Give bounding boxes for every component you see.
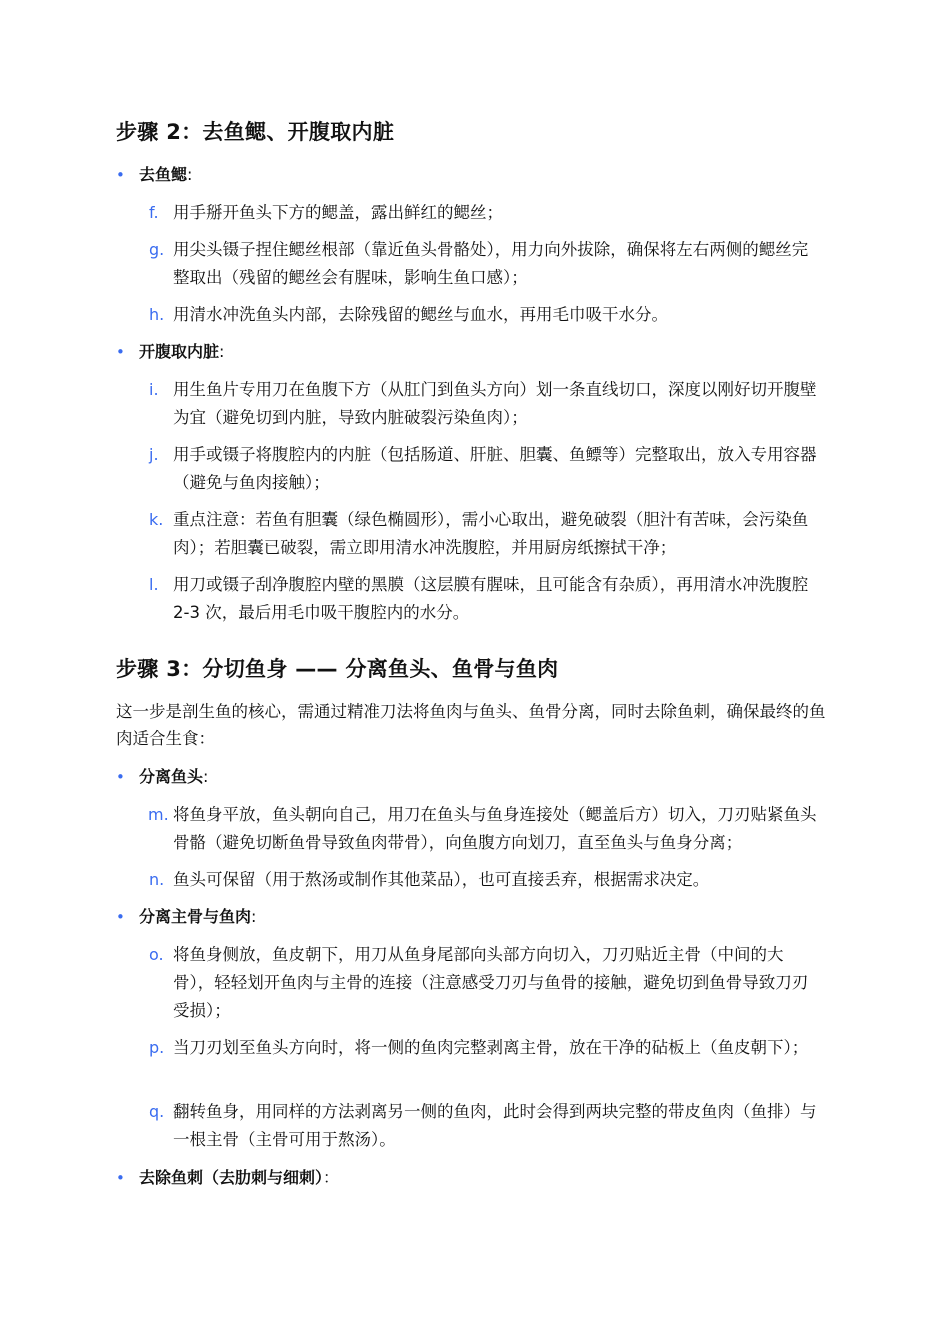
list-item-text: 鱼头可保留（用于熬汤或制作其他菜品），也可直接丢弃，根据需求决定。 bbox=[173, 870, 710, 889]
list-item-k bbox=[116, 506, 836, 562]
list-marker: l. bbox=[149, 575, 159, 594]
bullet-label: 分离鱼头 bbox=[139, 767, 204, 786]
list-item-text: 用尖头镊子捏住鳃丝根部（靠近鱼头骨骼处），用力向外拔除，确保将左右两侧的鳃丝完整取出（残留的鳃丝会有腥味，影响生鱼口感）； bbox=[173, 240, 809, 287]
bullet-separate-head: • 分离鱼头: bbox=[116, 764, 836, 790]
list-item-g bbox=[116, 236, 836, 292]
bullet-label: 分离主骨与鱼肉 bbox=[139, 907, 252, 926]
step-2-section bbox=[116, 117, 836, 147]
step-3-section bbox=[116, 654, 836, 684]
list-marker: n. bbox=[149, 870, 165, 889]
list-item-o bbox=[116, 941, 836, 1025]
list-item-l bbox=[116, 571, 836, 627]
list-item-text: 用手或镊子将腹腔内的内脏（包括肠道、肝脏、胆囊、鱼鳔等）完整取出，放入专用容器（避免与鱼肉接触）； bbox=[173, 445, 817, 492]
list-item-i bbox=[116, 376, 836, 432]
step-3-intro bbox=[116, 698, 836, 752]
list-item-h bbox=[116, 301, 836, 329]
list-marker: h. bbox=[149, 305, 165, 324]
bullet-dot-icon: • bbox=[116, 908, 125, 926]
list-marker: g. bbox=[149, 240, 165, 259]
list-marker: k. bbox=[149, 510, 164, 529]
list-item-text: 重点注意：若鱼有胆囊（绿色椭圆形），需小心取出，避免破裂（胆汁有苦味，会污染鱼肉）；若胆囊已破裂，需立即用清水冲洗腹腔，并用厨房纸擦拭干净； bbox=[173, 510, 809, 557]
bullet-dot-icon: • bbox=[116, 166, 125, 184]
list-marker: j. bbox=[149, 445, 159, 464]
list-item-text: 将鱼身侧放，鱼皮朝下，用刀从鱼身尾部向头部方向切入，刀刃贴近主骨（中间的大骨），轻轻划开鱼肉与主骨的连接（注意感受刀刃与鱼骨的接触，避免切到鱼骨导致刀刃受损）； bbox=[173, 945, 809, 1020]
list-marker: i. bbox=[149, 380, 159, 399]
list-item-m bbox=[116, 801, 836, 857]
list-item-p bbox=[116, 1034, 836, 1062]
list-marker: q. bbox=[149, 1102, 165, 1121]
bullet-label: 去鱼鳃 bbox=[139, 165, 188, 184]
bullet-dot-icon: • bbox=[116, 768, 125, 786]
list-item-f bbox=[116, 199, 836, 227]
list-item-q bbox=[116, 1098, 836, 1154]
bullet-label: 开腹取内脏 bbox=[139, 342, 220, 361]
list-item-text: 用清水冲洗鱼头内部，去除残留的鳃丝与血水，再用毛巾吸干水分。 bbox=[173, 305, 668, 324]
list-marker: f. bbox=[149, 203, 159, 222]
list-item-text: 将鱼身平放，鱼头朝向自己，用刀在鱼头与鱼身连接处（鳃盖后方）切入，刀刃贴紧鱼头骨骼（避免切断鱼骨导致鱼肉带骨），向鱼腹方向划刀，直至鱼头与鱼身分离； bbox=[173, 805, 817, 852]
bullet-open-belly: • 开腹取内脏: bbox=[116, 339, 836, 365]
list-item-text: 当刀刃划至鱼头方向时，将一侧的鱼肉完整剥离主骨，放在干净的砧板上（鱼皮朝下）； bbox=[173, 1038, 809, 1057]
list-item-j bbox=[116, 441, 836, 497]
list-marker: m. bbox=[148, 805, 169, 824]
list-item-text: 用刀或镊子刮净腹腔内壁的黑膜（这层膜有腥味，且可能含有杂质），再用清水冲洗腹腔 2-3 次，最后用毛巾吸干腹腔内的水分。 bbox=[173, 575, 809, 622]
list-item-text: 翻转鱼身，用同样的方法剥离另一侧的鱼肉，此时会得到两块完整的带皮鱼肉（鱼排）与一根主骨（主骨可用于熬汤）。 bbox=[173, 1102, 817, 1149]
bullet-dot-icon: • bbox=[116, 343, 125, 361]
bullet-separate-bone: • 分离主骨与鱼肉: bbox=[116, 904, 836, 930]
list-marker: o. bbox=[149, 945, 164, 964]
bullet-remove-gills: • 去鱼鳃: bbox=[116, 162, 836, 188]
list-marker: p. bbox=[149, 1038, 165, 1057]
list-item-n bbox=[116, 866, 836, 894]
bullet-dot-icon: • bbox=[116, 1169, 125, 1187]
list-item-text: 用生鱼片专用刀在鱼腹下方（从肛门到鱼头方向）划一条直线切口，深度以刚好切开腹壁为宜（避免切到内脏，导致内脏破裂污染鱼肉）； bbox=[173, 380, 817, 427]
step-3-heading: 步骤 3：分切鱼身 —— 分离鱼头、鱼骨与鱼肉 bbox=[116, 657, 559, 681]
bullet-label: 去除鱼刺（去肋刺与细刺） bbox=[139, 1168, 324, 1187]
bullet-remove-bones: • 去除鱼刺（去肋刺与细刺）： bbox=[116, 1165, 836, 1191]
step-2-heading: 步骤 2：去鱼鳃、开腹取内脏 bbox=[116, 120, 395, 144]
intro-paragraph: 这一步是剖生鱼的核心，需通过精准刀法将鱼肉与鱼头、鱼骨分离，同时去除鱼刺，确保最终的鱼肉适合生食： bbox=[116, 702, 826, 748]
list-item-text: 用手掰开鱼头下方的鳃盖，露出鲜红的鳃丝； bbox=[173, 203, 503, 222]
